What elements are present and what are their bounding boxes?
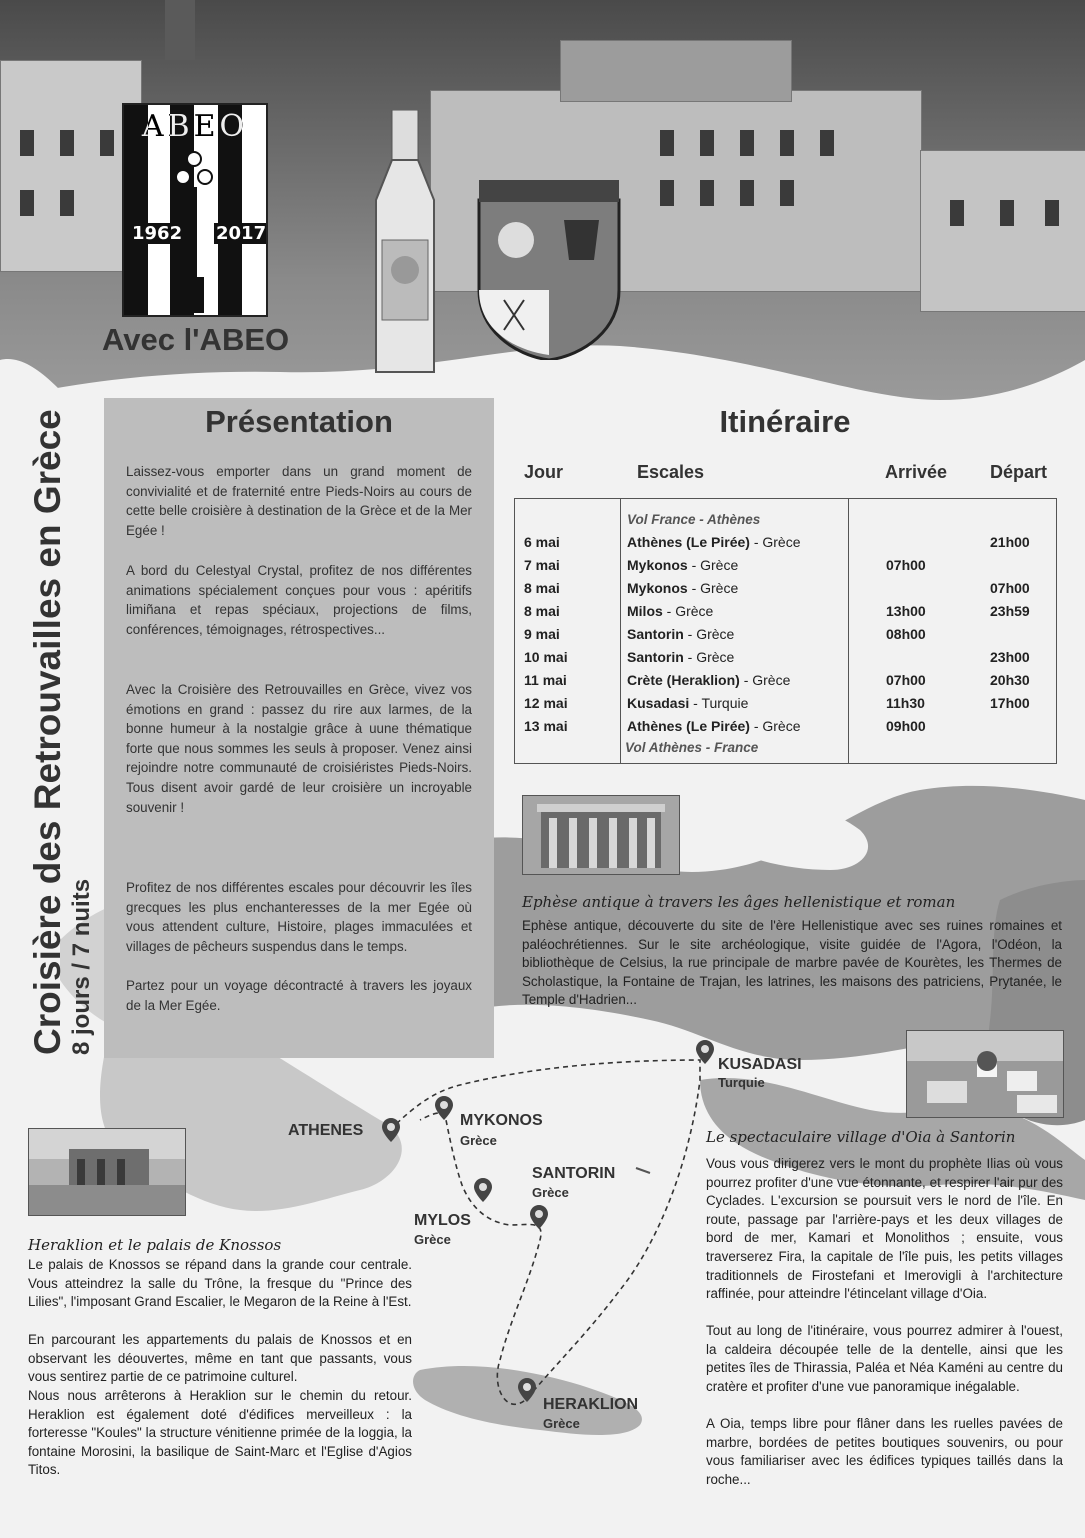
itinerary-port <box>627 580 738 596</box>
itinerary-port <box>627 626 734 642</box>
side-title-sub: 8 jours / 7 nuits <box>68 878 95 1055</box>
itinerary-departure: 23h59 <box>990 603 1030 619</box>
itinerary-arrival: 07h00 <box>886 672 926 688</box>
itinerary-port <box>627 603 713 619</box>
map-pin-icon <box>530 1205 548 1229</box>
itinerary-row <box>0 557 1085 580</box>
itinerary-day: 10 mai <box>524 649 568 665</box>
itinerary-port-name: Kusadasi <box>627 695 690 711</box>
itinerary-row <box>0 718 1085 741</box>
itinerary-row <box>0 672 1085 695</box>
itinerary-departure: 20h30 <box>990 672 1030 688</box>
itinerary-country: - Grèce <box>687 580 739 596</box>
itinerary-departure: 21h00 <box>990 534 1030 550</box>
itinerary-day: 7 mai <box>524 557 560 573</box>
presentation-paragraph: A bord du Celestyal Crystal, profitez de nos différentes animations spécialement conçues pour vous : apéritifs limiñana et repas spéciaux, projections de films, conférences, témoignages, rétrospectives... <box>126 563 472 637</box>
map-label-mykonos: MYKONOS <box>460 1112 543 1129</box>
itinerary-row <box>0 695 1085 718</box>
itinerary-departure: 17h00 <box>990 695 1030 711</box>
itinerary-row <box>0 603 1085 626</box>
itinerary-port <box>627 672 790 688</box>
itinerary-departure: 23h00 <box>990 649 1030 665</box>
side-title-main: Croisière des Retrouvailles en Grèce <box>27 409 68 1055</box>
map-country-heraklion: Grèce <box>543 1416 580 1431</box>
itinerary-arrival: 13h00 <box>886 603 926 619</box>
presentation-title: Présentation <box>205 404 393 439</box>
presentation-paragraph: Profitez de nos différentes escales pour découvrir les îles grecques les plus enchanteresses de la mer Egée où vous attendent culture, Histoire, plages immaculées et villages de pêcheurs suspendus dans le temps. <box>126 880 472 954</box>
itinerary-port-name: Athènes (Le Pirée) <box>627 718 750 734</box>
abeo-caption: Avec l'ABEO <box>102 322 290 357</box>
map-country-kusadasi: Turquie <box>718 1075 765 1090</box>
itinerary-country: - Turquie <box>689 695 749 711</box>
itinerary-day: 6 mai <box>524 534 560 550</box>
coat-of-arms-icon <box>474 180 624 360</box>
knossos-palace-icon <box>29 1129 185 1215</box>
itinerary-row <box>0 626 1085 649</box>
map-label-santorin: SANTORIN <box>532 1165 616 1182</box>
presentation-paragraph: Partez pour un voyage décontracté à travers les joyaux de la Mer Egée. <box>126 978 472 1013</box>
heraklion-paragraph: Le palais de Knossos se répand dans la grande cour centrale. Vous atteindrez la salle du Trône, la fresque du "Prince des Lilies", l'imposant Grand Escalier, le Megaron de la Reine à l'Est. <box>28 1257 412 1310</box>
lamp-post-icon <box>174 145 214 315</box>
ephese-text: Ephèse antique, découverte du site de l'ère Hellenistique avec ses ruines romaines et paléochrétiennes. Sur le site archéologique, visite guidée de l'Agora, l'Odéon, la bibliothèque de Celsius, la rue principale de marbre pavée de Kourètes, les Thermes de Scholastique, la Fontaine de Trajan, les latrines, les maisons des patriciens, Prytanée, le Temple d'Hadrien... <box>522 918 1062 1008</box>
itinerary-header-arrival: Arrivée <box>885 462 948 482</box>
map-country-mykonos: Grèce <box>460 1133 497 1148</box>
itinerary-day: 13 mai <box>524 718 568 734</box>
itinerary-header-day: Jour <box>524 462 564 482</box>
map-country-santorin: Grèce <box>532 1185 569 1200</box>
itinerary-country: - Grèce <box>749 534 801 550</box>
itinerary-port <box>627 557 738 573</box>
itinerary-port <box>627 695 748 711</box>
library-of-celsus-icon <box>523 796 679 874</box>
map-pin-icon <box>435 1096 453 1120</box>
itinerary-port-name: Mykonos <box>627 557 688 573</box>
ephese-photo <box>522 795 680 875</box>
itinerary-port <box>627 718 801 734</box>
presentation-paragraph: Avec la Croisière des Retrouvailles en Grèce, vivez vos émotions en grand : passez du rire aux larmes, de la bonne humeur à la nostalgie grâce à uune thématique forte que nous sommes les seuls à proposer. Venez ainsi rejoindre notre communauté de croisiéristes Pieds-Noirs. Tous disent avoir gardé de leur croisière un incroyable souvenir ! <box>126 682 472 815</box>
map-label-heraklion: HERAKLION <box>543 1396 639 1413</box>
itinerary-port-name: Athènes (Le Pirée) <box>627 534 750 550</box>
oia-title: Le spectaculaire village d'Oia à Santorin <box>706 1128 1016 1146</box>
itinerary-day: 8 mai <box>524 603 560 619</box>
oia-paragraph: Tout au long de l'itinéraire, vous pourrez admirer à l'ouest, la caldeira découpée telle de la dentelle, ainsi que les petites îles de Thirassia, Paléa et Néa Kaméni au centre du cratère et profiter d'une vue panoramique inégalable. <box>706 1323 1063 1394</box>
bottle-icon <box>370 110 440 380</box>
oia-photo <box>906 1030 1064 1118</box>
itinerary-port-name: Mykonos <box>627 580 688 596</box>
map-label-athenes: ATHENES <box>288 1122 364 1139</box>
itinerary-flight-out: Vol France - Athènes <box>627 512 761 527</box>
itinerary-port <box>627 534 801 550</box>
map-label-kusadasi: KUSADASI <box>718 1056 802 1073</box>
abeo-logo <box>122 103 268 317</box>
itinerary-arrival: 11h30 <box>886 695 925 711</box>
itinerary-header-departure: Départ <box>990 462 1048 482</box>
map-pin-icon <box>518 1378 536 1402</box>
map-pin-icon <box>696 1040 714 1064</box>
itinerary-country: - Grèce <box>683 626 735 642</box>
itinerary-day: 12 mai <box>524 695 568 711</box>
presentation-paragraph: Laissez-vous emporter dans un grand moment de convivialité et de fraternité entre Pieds-Noirs au cours de cette belle croisière à destination de la Grèce et de la Mer Egée ! <box>126 464 472 538</box>
heraklion-title: Heraklion et le palais de Knossos <box>28 1236 282 1254</box>
itinerary-row <box>0 534 1085 557</box>
itinerary-country: - Grèce <box>662 603 714 619</box>
itinerary-arrival: 07h00 <box>886 557 926 573</box>
logo-year-end: 2017 <box>216 223 267 244</box>
itinerary-country: - Grèce <box>683 649 735 665</box>
heraklion-paragraph: Nous nous arrêterons à Heraklion sur le chemin du retour. Heraklion est également doté d'édifices merveilleux : la forteresse "Koules" la structure vénitienne primée de la loggia, la fontaine Morosini, la basilique de Saint-Marc et l'Eglise d'Agios Titos. <box>28 1388 412 1478</box>
itinerary-departure: 07h00 <box>990 580 1030 596</box>
itinerary-flight-back: Vol Athènes - France <box>625 740 759 755</box>
itinerary-port <box>627 649 734 665</box>
itinerary-port-name: Santorin <box>627 626 684 642</box>
logo-year-start: 1962 <box>132 223 183 244</box>
map-pin-icon <box>474 1178 492 1202</box>
ephese-title: Ephèse antique à travers les âges hellenistique et roman <box>522 893 956 911</box>
map-label-mylos: MYLOS <box>414 1212 471 1229</box>
itinerary-day: 11 mai <box>524 672 567 688</box>
logo-letters: ABEO <box>141 109 249 144</box>
itinerary-header-port: Escales <box>637 462 705 482</box>
map-country-mylos: Grèce <box>414 1232 451 1247</box>
itinerary-country: - Grèce <box>749 718 801 734</box>
oia-paragraph: Vous vous dirigerez vers le mont du prophète Ilias où vous pourrez profiter d'une vue étonnante, et respirer l'air pur des Cyclades. L'excursion se poursuit vers le nord de l'île. En route, passage par l'arrière-pays et les deux villages de bord de mer, Kamari et Monolithos ; ensuite, vous traverserez Fira, la capitale de l'île puis, les petits villages traditionnels de Firostefani et Imerovigli à l'architecture raffinée, pour atteindre l'étincelant village d'Oia. <box>706 1156 1063 1302</box>
itinerary-country: - Grèce <box>739 672 791 688</box>
itinerary-title: Itinéraire <box>719 404 851 439</box>
itinerary-arrival: 09h00 <box>886 718 926 734</box>
oia-paragraph: A Oia, temps libre pour flâner dans les ruelles pavées de marbre, bordées de petites boutiques souvenirs, ou pour vous familiariser avec les édifices typiques taillés dans la roche... <box>706 1416 1063 1487</box>
itinerary-row <box>0 649 1085 672</box>
itinerary-port-name: Milos <box>627 603 663 619</box>
itinerary-day: 8 mai <box>524 580 560 596</box>
itinerary-country: - Grèce <box>687 557 739 573</box>
heraklion-paragraph: En parcourant les appartements du palais de Knossos et en observant les déouvertes, même en tant que passants, vous vous sentirez partie de ce patrimoine culturel. <box>28 1332 412 1385</box>
map-pin-icon <box>382 1118 400 1142</box>
itinerary-port-name: Crète (Heraklion) <box>627 672 740 688</box>
itinerary-port-name: Santorin <box>627 649 684 665</box>
itinerary-row <box>0 580 1085 603</box>
knossos-photo <box>28 1128 186 1216</box>
itinerary-arrival: 08h00 <box>886 626 926 642</box>
santorini-village-icon <box>907 1031 1063 1117</box>
itinerary-day: 9 mai <box>524 626 560 642</box>
